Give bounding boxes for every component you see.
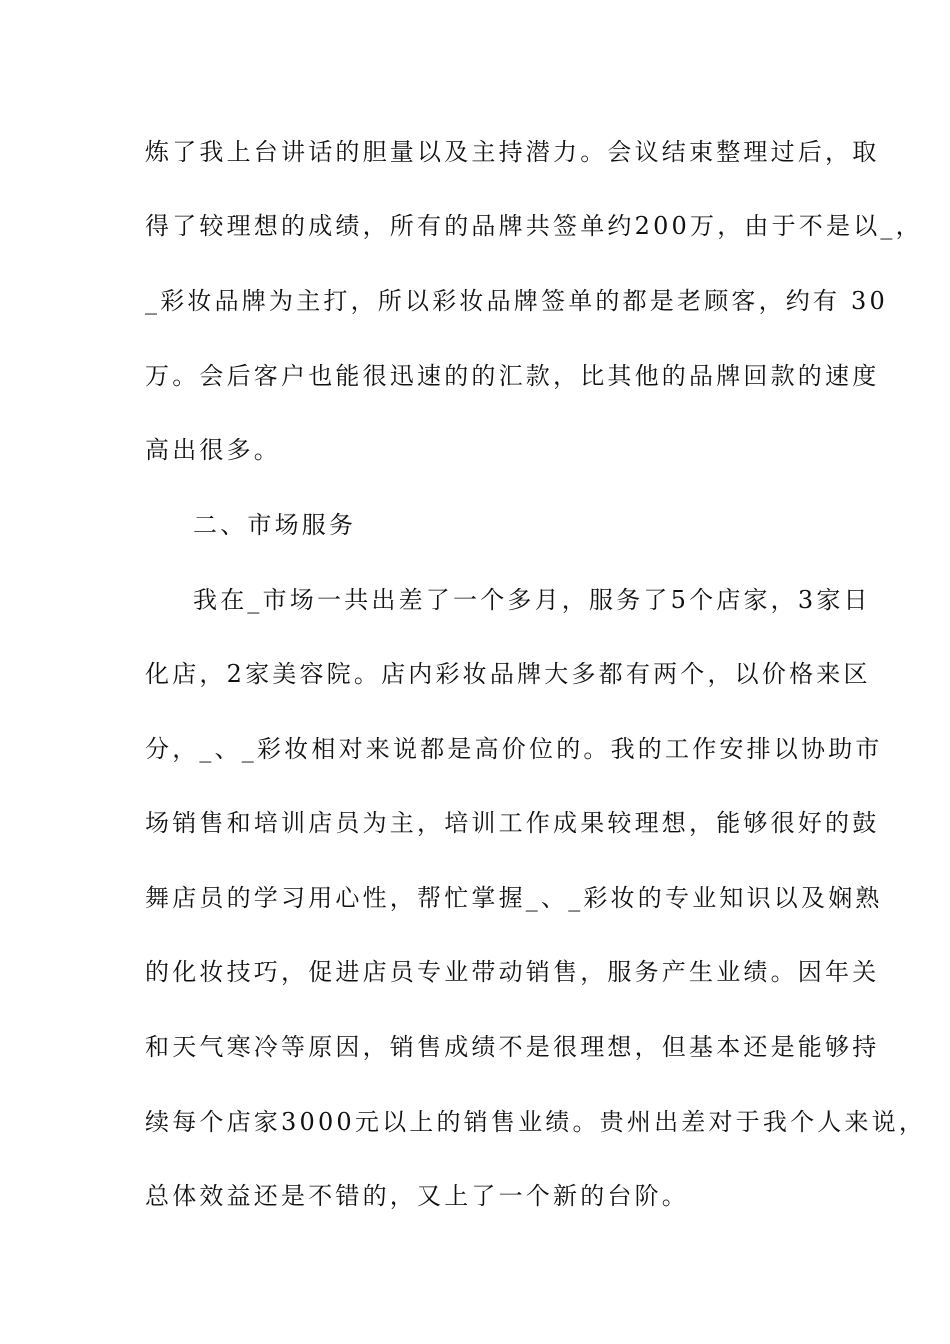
paragraph-line: 续每个店家3000元以上的销售业绩。贵州出差对于我个人来说，	[145, 1108, 927, 1136]
paragraph-line: 我在_市场一共出差了一个多月，服务了5个店家，3家日	[193, 586, 871, 614]
paragraph-line: 化店，2家美容院。店内彩妆品牌大多都有两个，以价格来区	[145, 660, 871, 688]
section-heading: 二、市场服务	[193, 511, 357, 539]
paragraph-line: 和天气寒冷等原因，销售成绩不是很理想，但基本还是能够持	[145, 1033, 880, 1061]
paragraph-line: 高出很多。	[145, 436, 281, 464]
paragraph-line: 得了较理想的成绩，所有的品牌共签单约200万，由于不是以_，	[145, 212, 923, 240]
paragraph-line: 炼了我上台讲话的胆量以及主持潜力。会议结束整理过后，取	[145, 138, 880, 166]
paragraph-line: 万。会后客户也能很迅速的的汇款，比其他的品牌回款的速度	[145, 362, 880, 390]
paragraph-line: 总体效益还是不错的，又上了一个新的台阶。	[145, 1182, 689, 1210]
paragraph-line: 舞店员的学习用心性，帮忙掌握_、_彩妆的专业知识以及娴熟	[145, 884, 883, 912]
paragraph-line: 的化妆技巧，促进店员专业带动销售，服务产生业绩。因年关	[145, 958, 880, 986]
paragraph-line: 分，_、_彩妆相对来说都是高价位的。我的工作安排以协助市	[145, 735, 883, 763]
paragraph-line: _彩妆品牌为主打，所以彩妆品牌签单的都是老顾客，约有 30	[145, 287, 888, 315]
paragraph-line: 场销售和培训店员为主，培训工作成果较理想，能够很好的鼓	[145, 809, 880, 837]
